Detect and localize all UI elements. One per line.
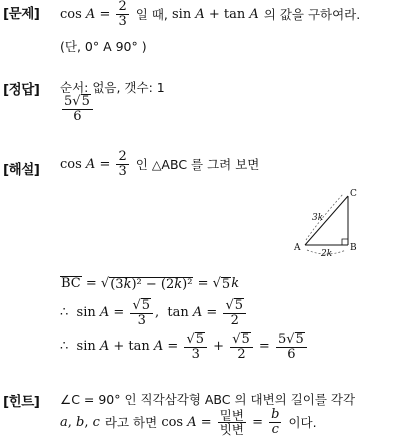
fig-label-b: B (350, 243, 357, 253)
explanation-intro-text: 인 △ABC 를 그려 보면 (135, 157, 260, 173)
explanation-intro: cos A = $\frac{2}{3}$ 인 △ABC 를 그려 보면 (60, 149, 260, 179)
hint-frac-num: 밑변 (219, 407, 244, 423)
bc-length-line: BC = √ (3k)² − (2k)² = √ 5 k (61, 276, 240, 292)
fig-label-hyp: 3k (312, 213, 324, 223)
explanation-tag: [해설] (3, 162, 40, 178)
hint-line-1: ∠C = 90° 인 직각삼각형 ABC 의 대변의 길이를 각각 (60, 392, 356, 407)
problem-tag: [문제] (3, 6, 40, 22)
hint-line-2-text: 라고 하면 (104, 415, 158, 431)
triangle-figure (0, 182, 413, 272)
fig-label-c: C (350, 189, 357, 199)
answer-line: 순서: 없음, 갯수: 1 (60, 80, 165, 95)
fig-label-a: A (294, 243, 301, 253)
answer-value: 5√ 5 6 (60, 94, 95, 123)
fig-label-base: 2k (321, 249, 333, 259)
problem-text-2: 의 값을 구하여라. (263, 7, 361, 23)
sin-tan-line: ∴ sin A = √ 5 3 , tan A = √ 5 2 (60, 298, 248, 327)
hint-line-2: a , b , c 라고 하면 cos A = $\frac{\text{밑변}}{\text{빗변}}$ = $\frac{b}{c}$ 이다. (60, 407, 317, 437)
answer-tag: [정답] (3, 82, 40, 98)
hint-frac-den: 빗변 (219, 421, 244, 437)
problem-text-1: 일 때, (135, 7, 168, 23)
sum-line: ∴ sin A + tan A = √ 5 3 + √ 5 2 = 5√ 5 6 (60, 332, 309, 361)
hint-tag: [힌트] (3, 394, 40, 410)
problem-statement: cos A = $\frac{2}{3}$ 일 때, sin A + tan A 의 값을 구하여라. (60, 0, 361, 29)
hint-line-2-end: 이다. (288, 415, 317, 431)
problem-condition: (단, 0° A 90° ) (60, 39, 147, 54)
